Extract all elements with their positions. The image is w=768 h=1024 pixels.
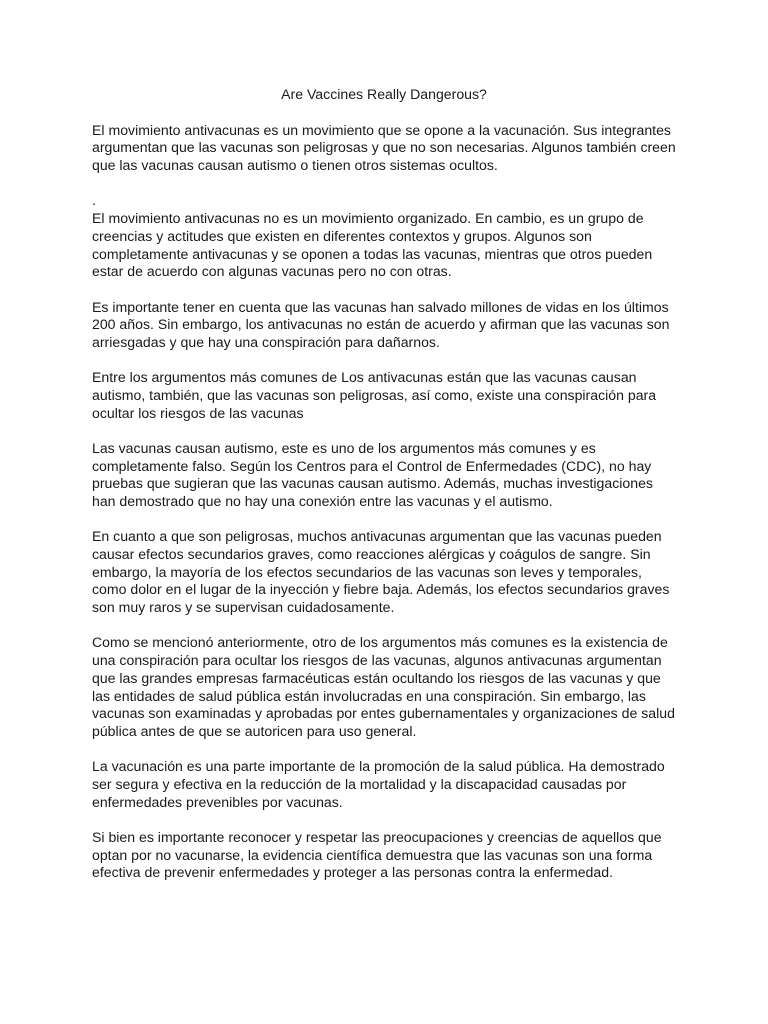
- stray-period: .: [92, 192, 96, 209]
- document-title: Are Vaccines Really Dangerous?: [281, 86, 487, 102]
- paragraph: En cuanto a que son peligrosas, muchos antivacunas argumentan que las vacunas pueden causar efectos secundarios graves, como reacciones alérgicas y coágulos de sangre. Sin embargo, la mayoría de los efectos secundarios de las vacunas son leves y temporales, como dolor en el lugar de la inyección y fiebre baja. Además, los efectos secundarios graves son muy raros y se supervisan cuidadosamente.: [92, 528, 670, 616]
- paragraph: Si bien es importante reconocer y respetar las preocupaciones y creencias de aquellos que optan por no vacunarse, la evidencia científica demuestra que las vacunas son una forma efectiva de prevenir enfermedades y proteger a las personas contra la enfermedad.: [92, 828, 662, 881]
- paragraph: Las vacunas causan autismo, este es uno de los argumentos más comunes y es completamente falso. Según los Centros para el Control de Enfermedades (CDC), no hay pruebas que sugieran que las vacunas causan autismo. Además, muchas investigaciones han demostrado que no hay una conexión entre las vacunas y el autismo.: [92, 439, 653, 510]
- paragraph: La vacunación es una parte importante de la promoción de la salud pública. Ha demostrado ser segura y efectiva en la reducción de la mortalidad y la discapacidad causadas por enfermedades prevenibles por vacunas.: [92, 758, 665, 810]
- paragraph: El movimiento antivacunas no es un movimiento organizado. En cambio, es un grupo de creencias y actitudes que existen en diferentes contextos y grupos. Algunos son completamente antivacunas y se oponen a todas las vacunas, mientras que otros pueden estar de acuerdo con algunas vacunas pero no con otras.: [92, 210, 653, 280]
- paragraph: Es importante tener en cuenta que las vacunas han salvado millones de vidas en los últimos 200 años. Sin embargo, los antivacunas no están de acuerdo y afirman que las vacunas son arriesgadas y que hay una conspiración para dañarnos.: [92, 298, 670, 350]
- paragraph: El movimiento antivacunas es un movimiento que se opone a la vacunación. Sus integrantes argumentan que las vacunas son peligrosas y que no son necesarias. Algunos también creen que las vacunas causan autismo o tienen otros sistemas ocultos.: [92, 121, 676, 174]
- paragraph: Entre los argumentos más comunes de Los antivacunas están que las vacunas causan autismo, también, que las vacunas son peligrosas, así como, existe una conspiración para ocultar los riesgos de las vacunas: [92, 369, 657, 421]
- paragraph: Como se mencionó anteriormente, otro de los argumentos más comunes es la existencia de una conspiración para ocultar los riesgos de las vacunas, algunos antivacunas argumentan que las grandes empresas farmacéuticas están ocultando los riesgos de las vacunas y que las entidades de salud pública están involucradas en una conspiración. Sin embargo, las vacunas son examinadas y aprobadas por entes gubernamentales y organizaciones de salud pública antes de que se autoricen para uso general.: [92, 634, 675, 739]
